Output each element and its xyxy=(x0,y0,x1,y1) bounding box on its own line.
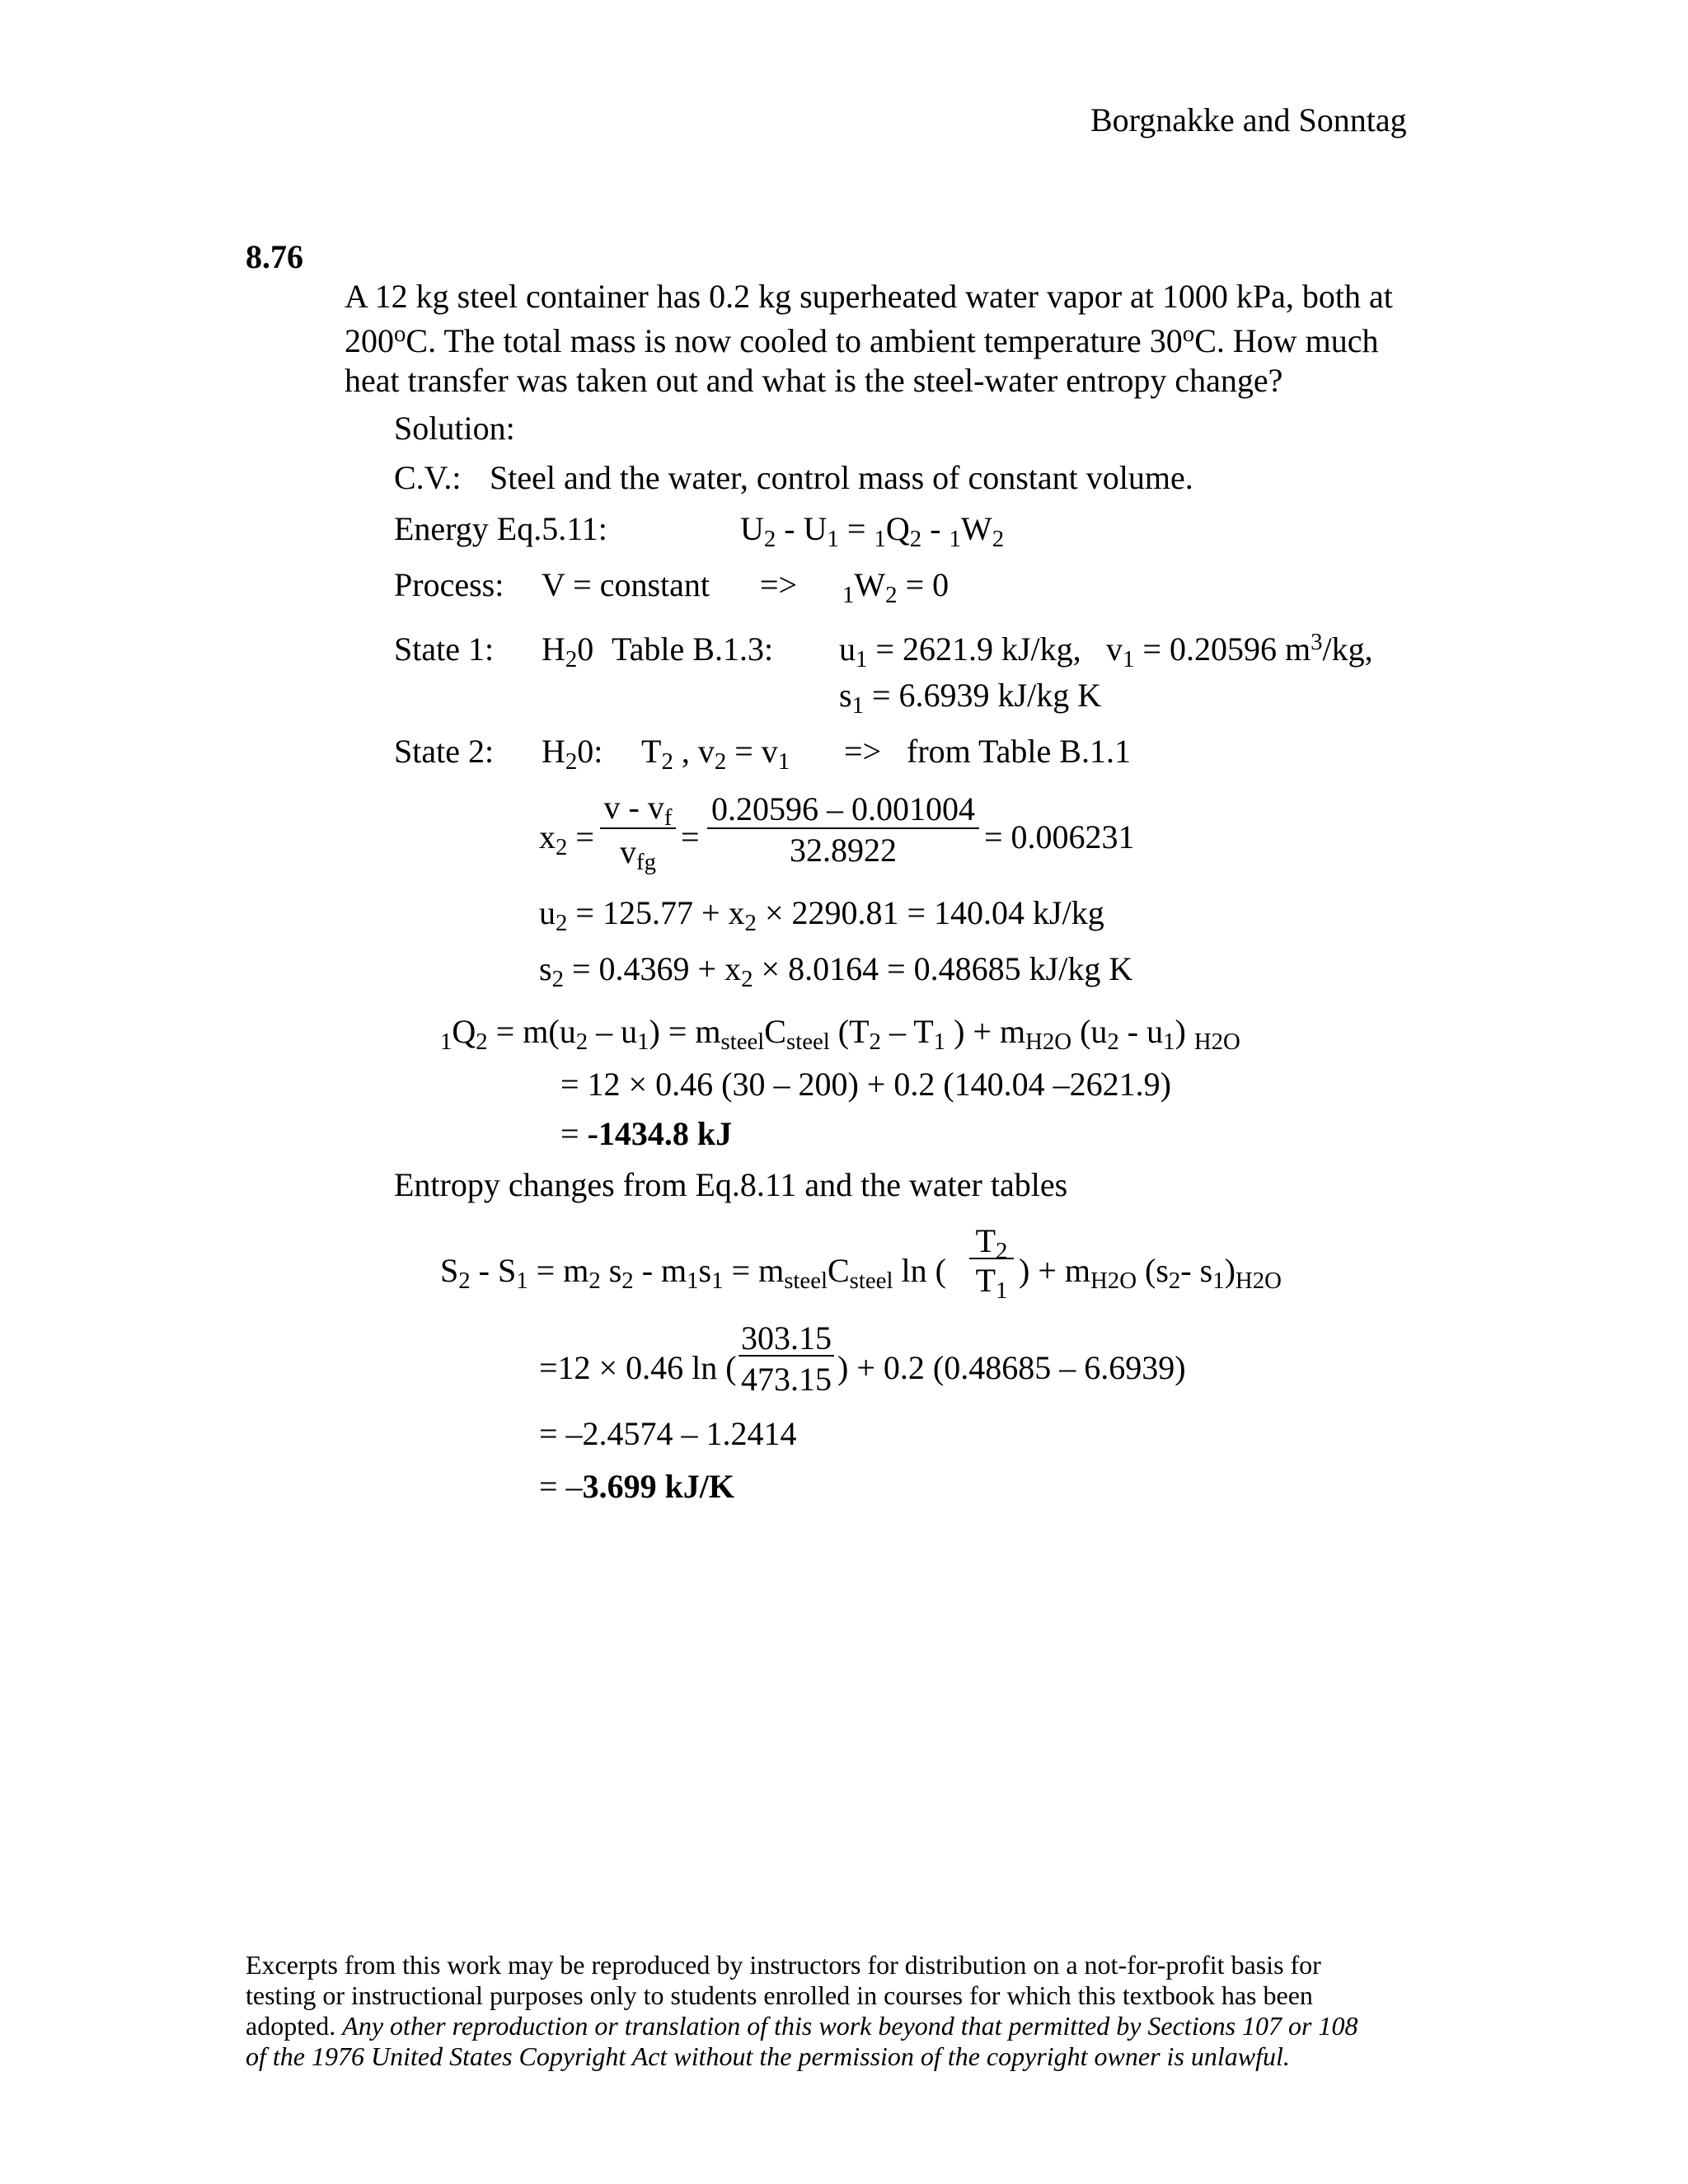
statement-line-2: 200$^o$C. The total mass is now cooled to ambient temperature 30$^o$C. How much xyxy=(345,321,1379,359)
state1-u1: $u_1 = 2621.9$ kJ/kg, xyxy=(839,630,1081,673)
statement-line-1: A 12 kg steel container has 0.2 kg superheated water vapor at 1000 kPa, both at xyxy=(345,278,1393,315)
process-label: Process: xyxy=(394,566,504,603)
state2-arrow: => xyxy=(844,733,882,770)
x2-result: = 0.006231 xyxy=(984,818,1135,855)
cv-label: C.V.: xyxy=(394,459,462,496)
u2-equation: $u_2 = 125.77 + x_2 \times 2290.81 = 140.04$ kJ/kg xyxy=(539,894,1104,937)
heat-transfer-numeric: = 12 × 0.46 (30 – 200) + 0.2 (140.04 –2621.9) xyxy=(560,1066,1171,1103)
copyright-footer xyxy=(246,1950,1449,2072)
energy-equation: $U_2 - U_1 = _1Q_2 - _1W_2$ xyxy=(740,510,1005,553)
s2-equation: $s_2 = 0.4369 + x_2 \times 8.0164 = 0.48685$ kJ/kg K xyxy=(539,950,1133,993)
entropy-temperature-ratio: $T_2$ $T_1$ xyxy=(969,1221,1014,1304)
x2-equals: = xyxy=(681,818,700,855)
process-arrow: => xyxy=(760,566,798,603)
entropy-numeric-fraction: 303.15 473.15 xyxy=(738,1317,834,1399)
x2-numeric-fraction: 0.20596 – 0.001004 32.8922 xyxy=(707,790,979,872)
process-text: V = constant xyxy=(542,566,710,603)
entropy-numeric-post: ) + 0.2 (0.48685 – 6.6939) xyxy=(837,1349,1186,1386)
entropy-result: = –3.699 kJ/K xyxy=(539,1468,735,1505)
state2-label: State 2: xyxy=(394,733,495,770)
state1-table: Table B.1.3: xyxy=(612,630,774,668)
process-work: $_1W_2 = 0$ xyxy=(842,566,950,609)
entropy-equation-right: ) + $m_{H2O}$ ($s_2-$ $s_1)_{H2O}$ xyxy=(1019,1252,1282,1295)
energy-label: Energy Eq.5.11: xyxy=(394,510,607,547)
state1-substance: $H_20$ xyxy=(542,630,594,673)
entropy-line-3: = –2.4574 – 1.2414 xyxy=(539,1415,797,1452)
statement-line-3: heat transfer was taken out and what is the steel-water entropy change? xyxy=(345,362,1283,399)
footer-line-4: of the 1976 United States Copyright Act without the permission of the copyright owner is unlawful. xyxy=(246,2041,1290,2071)
header-authors: Borgnakke and Sonntag xyxy=(1090,101,1407,138)
footer-line-2: testing or instructional purposes only to students enrolled in courses for which this textbook has been xyxy=(246,1980,1313,2010)
solution-label: Solution: xyxy=(394,410,515,447)
footer-line-3: adopted. Any other reproduction or translation of this work beyond that permitted by Sections 107 or 108 xyxy=(246,2011,1358,2041)
footer-line-1: Excerpts from this work may be reproduced by instructors for distribution on a not-for-profit basis for xyxy=(246,1950,1321,1980)
state1-s1: $s_1 = 6.6939$ kJ/kg K xyxy=(839,677,1102,719)
entropy-intro: Entropy changes from Eq.8.11 and the water tables xyxy=(394,1166,1068,1203)
entropy-equation-left: $S_2 - S_1 = m_2$ $s_2 - m_1s_1 = m_{steel}C_{steel}$ ln ( xyxy=(440,1252,946,1295)
heat-transfer-result: = -1434.8 kJ xyxy=(560,1115,733,1152)
state1-v1: $v_1 = 0.20596$ $m^3/kg$, xyxy=(1106,629,1373,673)
state1-label: State 1: xyxy=(394,630,495,668)
x2-symbol: $x_2$ = xyxy=(539,818,594,861)
state2-from: from Table B.1.1 xyxy=(907,733,1131,770)
heat-transfer-equation: $_1Q_2 = m(u_2 - u_1) = m_{steel}C_{steel}$ ($T_2 - T_1$ ) + $m_{H2O}$ $(u_2 - u_1)$ $_{H2O}$ xyxy=(440,1013,1240,1056)
problem-number: 8.76 xyxy=(246,238,303,275)
cv-text: Steel and the water, control mass of constant volume. xyxy=(490,459,1193,496)
entropy-numeric-pre: =12 × 0.46 ln ( xyxy=(539,1349,737,1386)
state2-substance: $H_20$: xyxy=(542,733,603,776)
state2-conditions: $T_2$ , $v_2 = v_1$ xyxy=(641,733,790,776)
x2-symbolic-fraction: v - $v_f$ $v_{fg}$ xyxy=(600,790,676,872)
